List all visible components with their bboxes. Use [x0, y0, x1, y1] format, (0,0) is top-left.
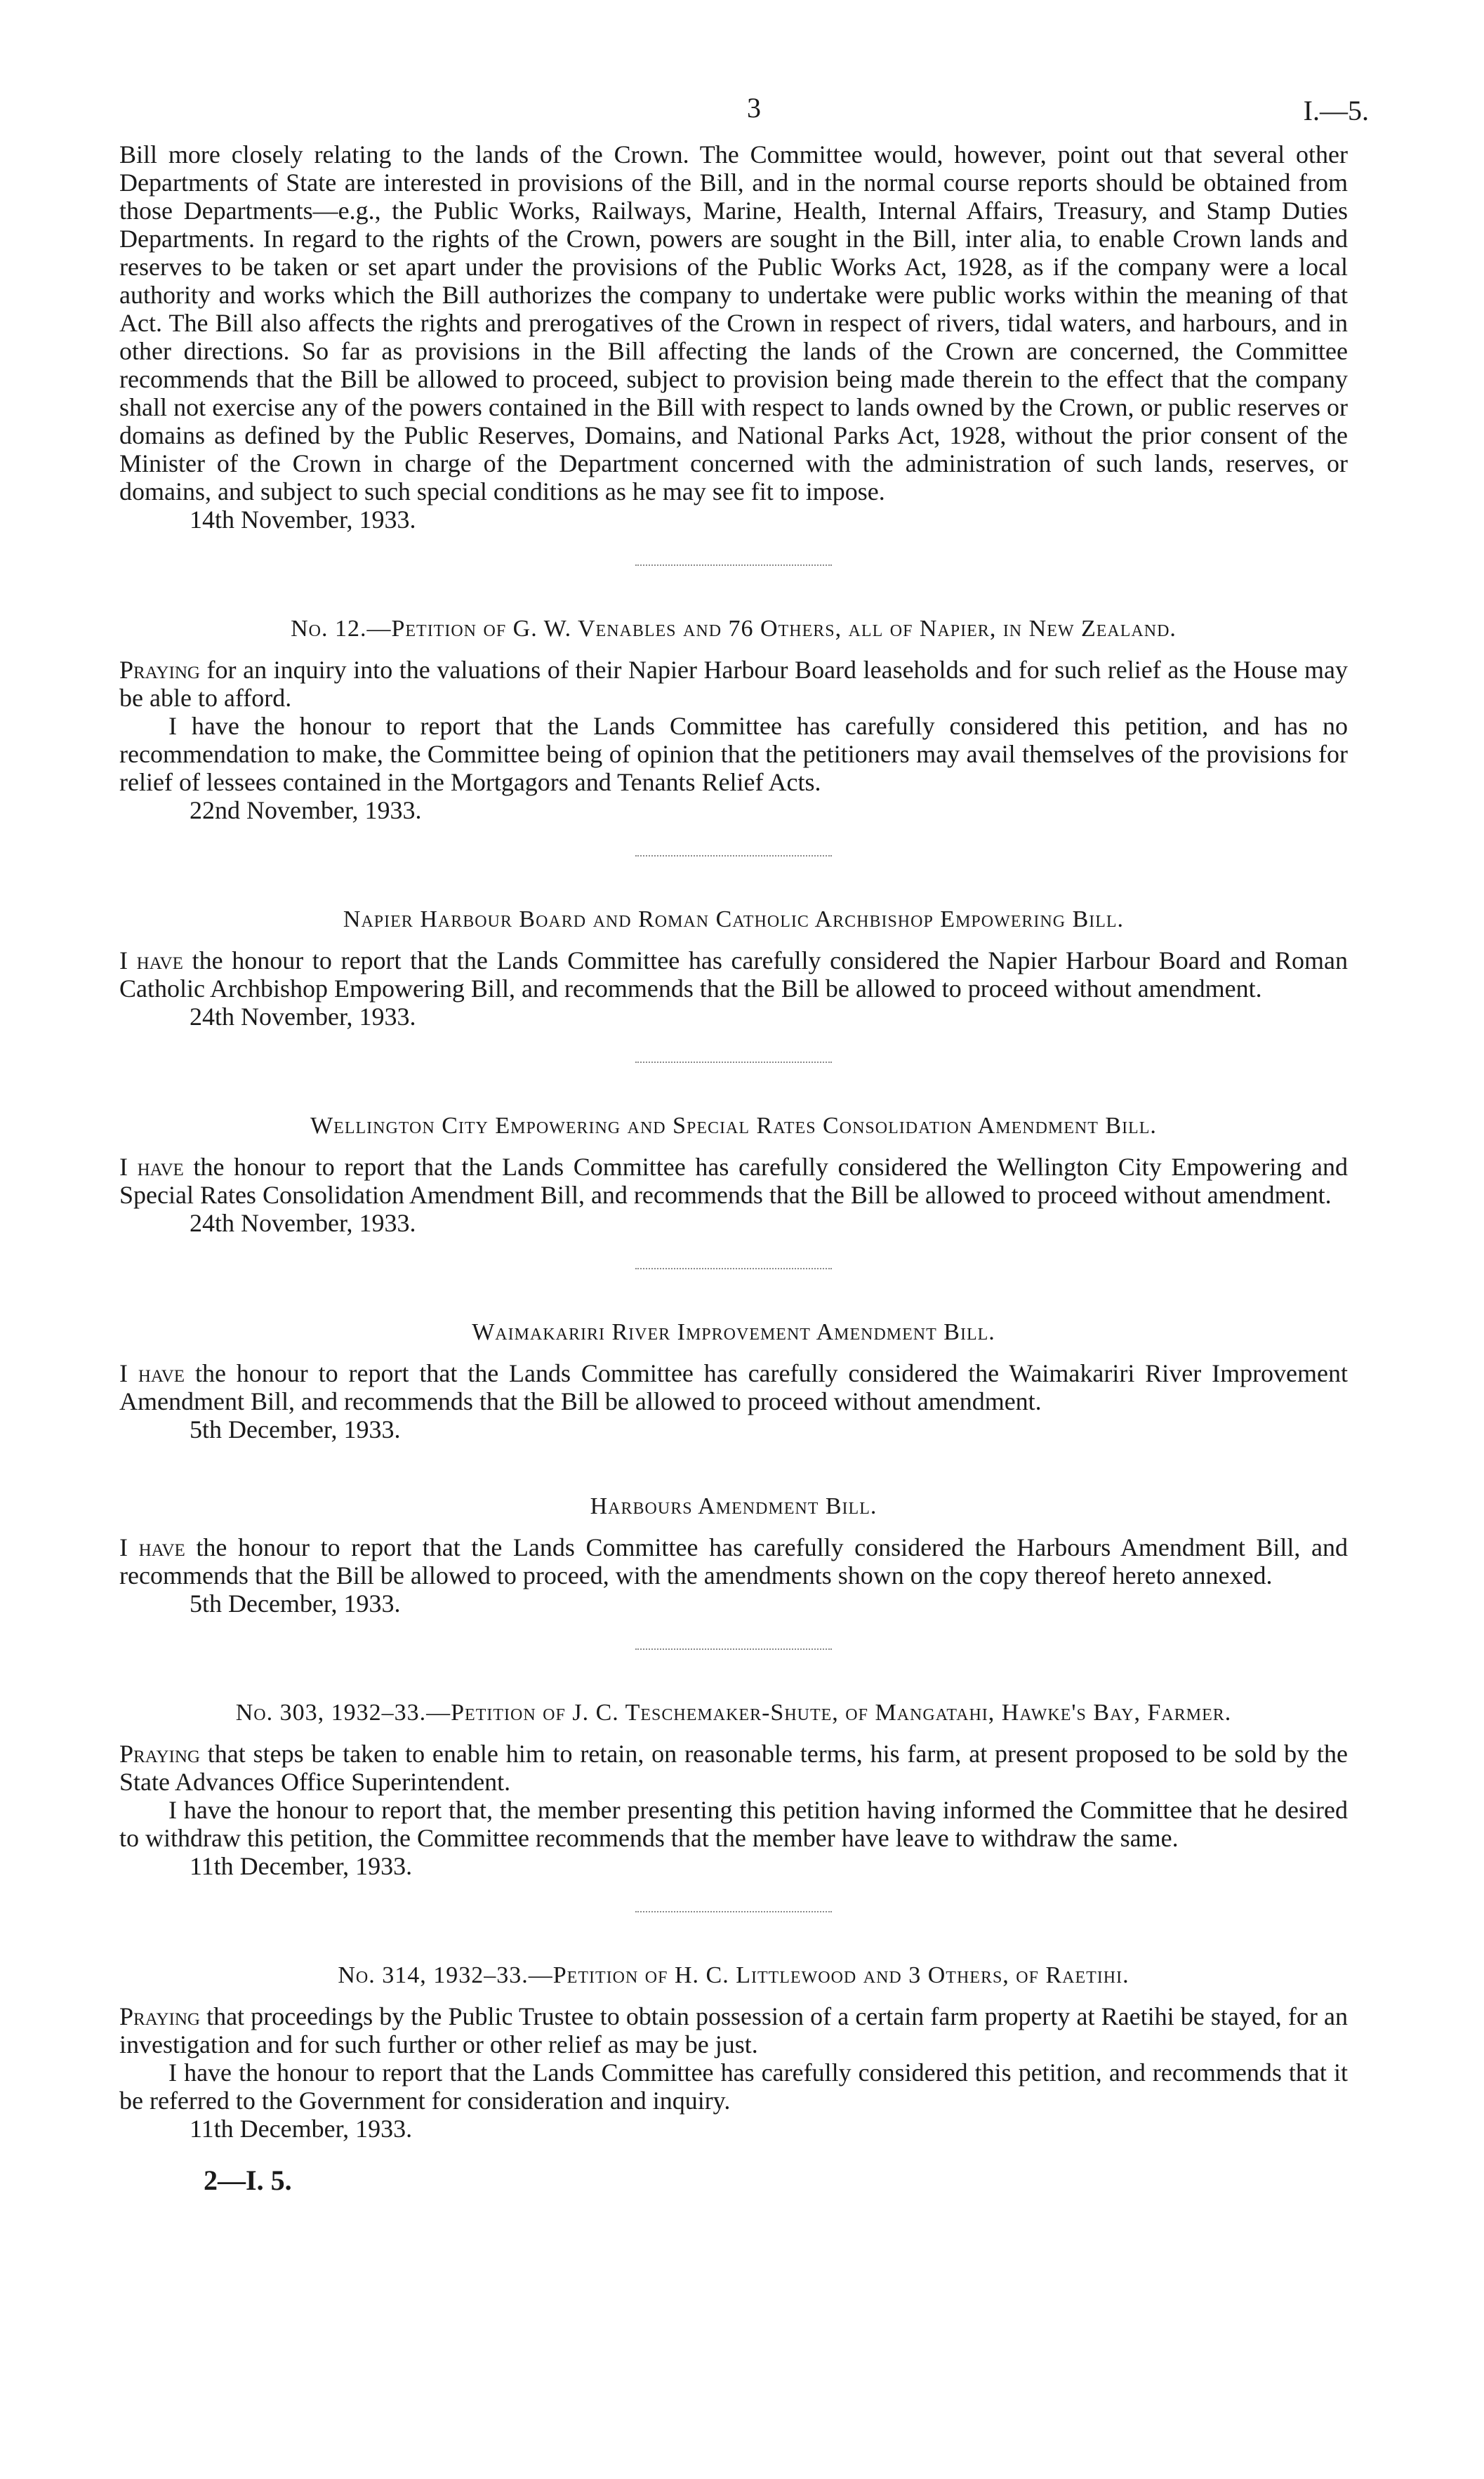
section-petition-venables	[119, 615, 1348, 824]
report-text: the honour to report that the Lands Committee has carefully considered the Wellington City Empowering and Special Rates Consolidation Amendment Bill, and recommends that the Bill be allowed to proceed without amendment.	[119, 1153, 1349, 1209]
section-heading: Waimakariri River Improvement Amendment Bill.	[472, 1319, 995, 1345]
report-lead: I have	[119, 1359, 185, 1387]
prayer-paragraph	[119, 1740, 1348, 1796]
signature-mark: 2—I. 5.	[204, 2164, 292, 2196]
page-number: 3	[747, 92, 761, 124]
report-paragraph: I have the honour to report that, the member presenting this petition having informed the Committee that he desired to withdraw this petition, the Committee recommends that the member have leave to withdraw the same.	[119, 1796, 1348, 1852]
document-page	[119, 84, 1369, 2197]
section-petition-littlewood	[119, 1962, 1348, 2143]
prayer-lead: Praying	[119, 656, 200, 684]
prayer-text: that steps be taken to enable him to retain, on reasonable terms, his farm, at present proposed to be sold by the State Advances Office Superintendent.	[119, 1740, 1348, 1796]
report-text: the honour to report that the Lands Committee has carefully considered the Waimakariri River Improvement Amendment Bill, and recommends that the Bill be allowed to proceed without amendment.	[119, 1359, 1349, 1415]
report-text: the honour to report that the Lands Committee has carefully considered the Napier Harbour Board and Roman Catholic Archbishop Empowering Bill, and recommends that the Bill be allowed to proceed without amendment.	[119, 946, 1349, 1003]
section-heading: No. 303, 1932–33.—Petition of J. C. Teschemaker-Shute, of Mangatahi, Hawke's Bay, Farmer.	[235, 1700, 1232, 1726]
section-date: 24th November, 1933.	[190, 1003, 416, 1031]
intro-date: 14th November, 1933.	[190, 505, 416, 534]
report-lead: I have	[119, 1153, 184, 1181]
report-paragraph	[119, 946, 1348, 1003]
section-heading: Napier Harbour Board and Roman Catholic Archbishop Empowering Bill.	[343, 906, 1125, 932]
section-heading: No. 314, 1932–33.—Petition of H. C. Littlewood and 3 Others, of Raetihi.	[338, 1962, 1129, 1988]
section-petition-teschemaker-shute	[119, 1699, 1348, 1880]
section-date: 22nd November, 1933.	[190, 796, 422, 824]
report-paragraph	[119, 1533, 1348, 1589]
section-divider	[635, 1648, 832, 1650]
section-harbours-bill	[119, 1493, 1348, 1618]
section-date: 5th December, 1933.	[190, 1415, 401, 1443]
section-divider	[635, 1062, 832, 1063]
prayer-text: that proceedings by the Public Trustee to obtain possession of a certain farm property at Raetihi be stayed, for an investigation and for such further or other relief as may be just.	[119, 2002, 1348, 2058]
section-divider	[635, 1268, 832, 1269]
section-heading: Wellington City Empowering and Special Rates Consolidation Amendment Bill.	[310, 1113, 1157, 1139]
report-paragraph: I have the honour to report that the Lands Committee has carefully considered this petition, and has no recommendation to make, the Committee being of opinion that the petitioners may avail themselves of the provisions for relief of lessees contained in the Mortgagors and Tenants Relief Acts.	[119, 712, 1348, 796]
intro-paragraph: Bill more closely relating to the lands of the Crown. The Committee would, however, point out that several other Departments of State are interested in provisions of the Bill, and in the normal course reports should be obtained from those Departments—e.g., the Public Works, Railways, Marine, Health, Internal Affairs, Treasury, and Stamp Duties Departments. In regard to the rights of the Crown, powers are sought in the Bill, inter alia, to enable Crown lands and reserves to be taken or set apart under the provisions of the Public Works Act, 1928, as if the company were a local authority and works which the Bill authorizes the company to undertake were public works within the meaning of that Act. The Bill also affects the rights and prerogatives of the Crown in respect of rivers, tidal waters, and harbours, and in other directions. So far as provisions in the Bill affecting the lands of the Crown are concerned, the Committee recommends that the Bill be allowed to proceed, subject to provision being made therein to the effect that the company shall not exercise any of the powers contained in the Bill with respect to lands owned by the Crown, or public reserves or domains as defined by the Public Reserves, Domains, and National Parks Act, 1928, without the prior consent of the Minister of the Crown in charge of the Department concerned with the administration of such lands, reserves, or domains, and subject to such special conditions as he may see fit to impose.	[119, 140, 1348, 505]
report-lead: I have	[119, 946, 183, 974]
prayer-paragraph	[119, 656, 1348, 712]
intro-continuation	[119, 140, 1348, 534]
section-divider	[635, 564, 832, 566]
section-heading: Harbours Amendment Bill.	[590, 1493, 877, 1519]
section-heading: No. 12.—Petition of G. W. Venables and 76 Others, all of Napier, in New Zealand.	[291, 616, 1177, 642]
report-paragraph	[119, 1153, 1348, 1209]
document-reference: I.—5.	[1303, 95, 1369, 126]
section-napier-harbour-bill	[119, 906, 1348, 1031]
prayer-paragraph	[119, 2002, 1348, 2058]
section-date: 5th December, 1933.	[190, 1589, 401, 1618]
prayer-lead: Praying	[119, 2002, 200, 2030]
report-paragraph	[119, 1359, 1348, 1415]
prayer-text: for an inquiry into the valuations of their Napier Harbour Board leaseholds and for such relief as the House may be able to afford.	[119, 656, 1349, 712]
report-lead: I have	[119, 1533, 185, 1561]
report-text: the honour to report that the Lands Committee has carefully considered the Harbours Amendment Bill, and recommends that the Bill be allowed to proceed, with the amendments shown on the copy thereof hereto annexed.	[119, 1533, 1349, 1589]
page-header	[119, 84, 1369, 140]
section-waimakariri-bill	[119, 1318, 1348, 1443]
prayer-lead: Praying	[119, 1740, 200, 1768]
section-divider	[635, 855, 832, 857]
section-date: 11th December, 1933.	[190, 2115, 413, 2143]
report-paragraph: I have the honour to report that the Lands Committee has carefully considered this petition, and recommends that it be referred to the Government for consideration and inquiry.	[119, 2058, 1348, 2115]
section-date: 11th December, 1933.	[190, 1852, 413, 1880]
section-divider	[635, 1911, 832, 1912]
section-date: 24th November, 1933.	[190, 1209, 416, 1237]
section-wellington-city-bill	[119, 1112, 1348, 1237]
